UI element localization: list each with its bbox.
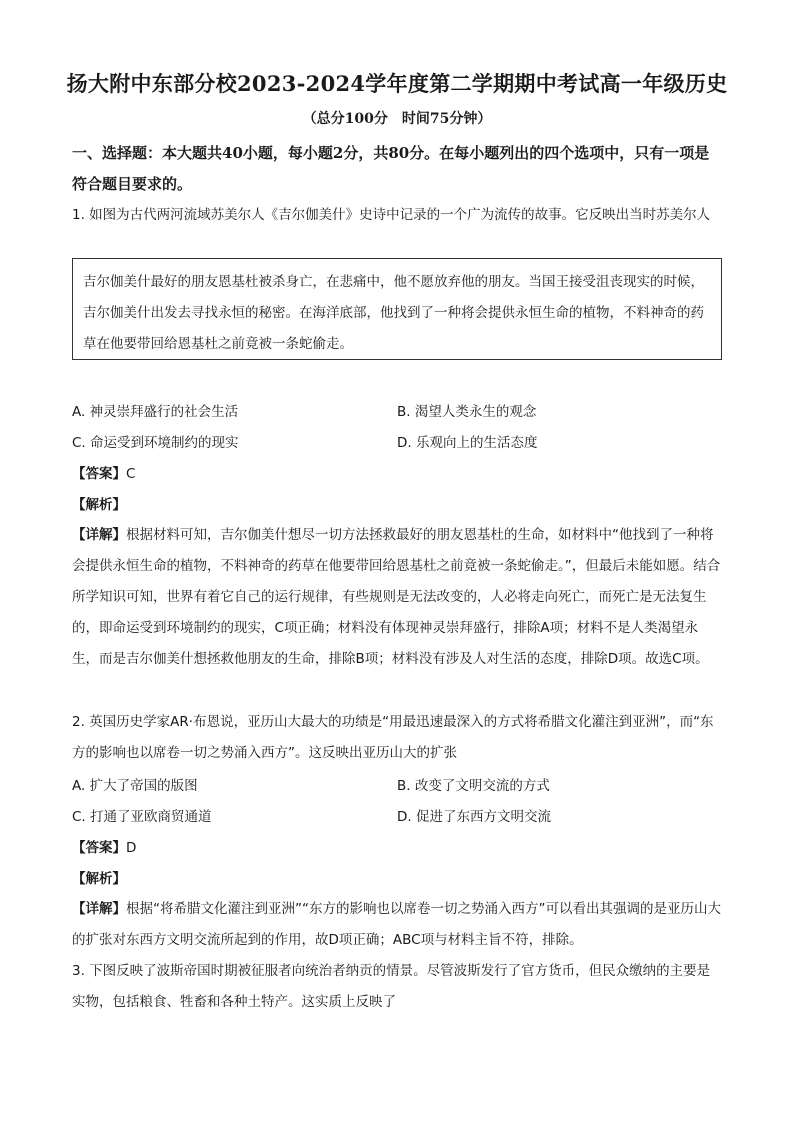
answer-value: C (126, 466, 136, 482)
question-2-detail (72, 894, 722, 956)
question-3-stem: 3. 下图反映了波斯帝国时期被征服者向统治者纳贡的情景。尽管波斯发行了官方货币，但民众缴纳的主要是实物，包括粮食、牲畜和各种土特产。这实质上反映了 (72, 963, 711, 1010)
question-2-option-c: C. 打通了亚欧商贸通道 (72, 809, 212, 825)
question-1-detail (72, 520, 722, 675)
question-1-analysis-label: 【解析】 (72, 497, 126, 513)
section-heading: 一、选择题：本大题共40小题，每小题2分，共80分。在每小题列出的四个选项中，只有一项是符合题目要求的。 (72, 144, 710, 193)
detail-label: 【详解】 (72, 527, 126, 543)
question-1-option-d: D. 乐观向上的生活态度 (397, 435, 538, 451)
question-2-option-a: A. 扩大了帝国的版图 (72, 778, 198, 794)
detail-label: 【详解】 (72, 901, 126, 917)
question-1-answer (72, 464, 135, 484)
question-1-option-c: C. 命运受到环境制约的现实 (72, 435, 239, 451)
detail-text: 根据材料可知，吉尔伽美什想尽一切方法拯救最好的朋友恩基杜的生命，如材料中“他找到了一种将会提供永恒生命的植物，不料神奇的药草在他要带回给恩基杜之前竟被一条蛇偷走。”，但最后未能如愿。结合所学知识可知，世界有着它自己的运行规律，有些规则是无法改变的，人必将走向死亡，而死亡是无法复生的，即命运受到环境制约的现实，C项正确；材料没有体现神灵崇拜盛行，排除A项；材料不是人类渴望永生，而是吉尔伽美什想拯救他朋友的生命，排除B项；材料没有涉及人对生活的态度，排除D项。故选C项。 (72, 527, 721, 667)
detail-text: 根据“将希腊文化灌注到亚洲”“东方的影响也以席卷一切之势涌入西方”可以看出其强调的是亚历山大的扩张对东西方文明交流所起到的作用，故D项正确；ABC项与材料主旨不符，排除。 (72, 901, 721, 948)
answer-label: 【答案】 (72, 466, 126, 482)
question-2-answer (72, 838, 136, 858)
answer-value: D (126, 840, 137, 856)
question-2-option-b: B. 改变了文明交流的方式 (397, 778, 550, 794)
question-1-quote-box: 吉尔伽美什最好的朋友恩基杜被杀身亡，在悲痛中，他不愿放弃他的朋友。当国王接受沮丧现实的时候，吉尔伽美什出发去寻找永恒的秘密。在海洋底部，他找到了一种将会提供永恒生命的植物，不料神奇的药草在他要带回给恩基杜之前竟被一条蛇偷走。 (72, 258, 722, 360)
question-1-option-a: A. 神灵崇拜盛行的社会生活 (72, 404, 239, 420)
exam-subtitle: （总分100分 时间75分钟） (302, 111, 492, 127)
question-1-stem: 1. 如图为古代两河流域苏美尔人《吉尔伽美什》史诗中记录的一个广为流传的故事。它反映出当时苏美尔人 (72, 207, 711, 223)
question-2-stem: 2. 英国历史学家AR·布恩说，亚历山大最大的功绩是“用最迅速最深入的方式将希腊文化灌注到亚洲”，而“东方的影响也以席卷一切之势涌入西方”。这反映出亚历山大的扩张 (72, 714, 714, 761)
question-2-option-d: D. 促进了东西方文明交流 (397, 809, 551, 825)
question-2-analysis-label: 【解析】 (72, 871, 126, 887)
exam-title: 扬大附中东部分校2023-2024学年度第二学期期中考试高一年级历史 (66, 71, 728, 96)
question-1-option-b: B. 渴望人类永生的观念 (397, 404, 537, 420)
answer-label: 【答案】 (72, 840, 126, 856)
